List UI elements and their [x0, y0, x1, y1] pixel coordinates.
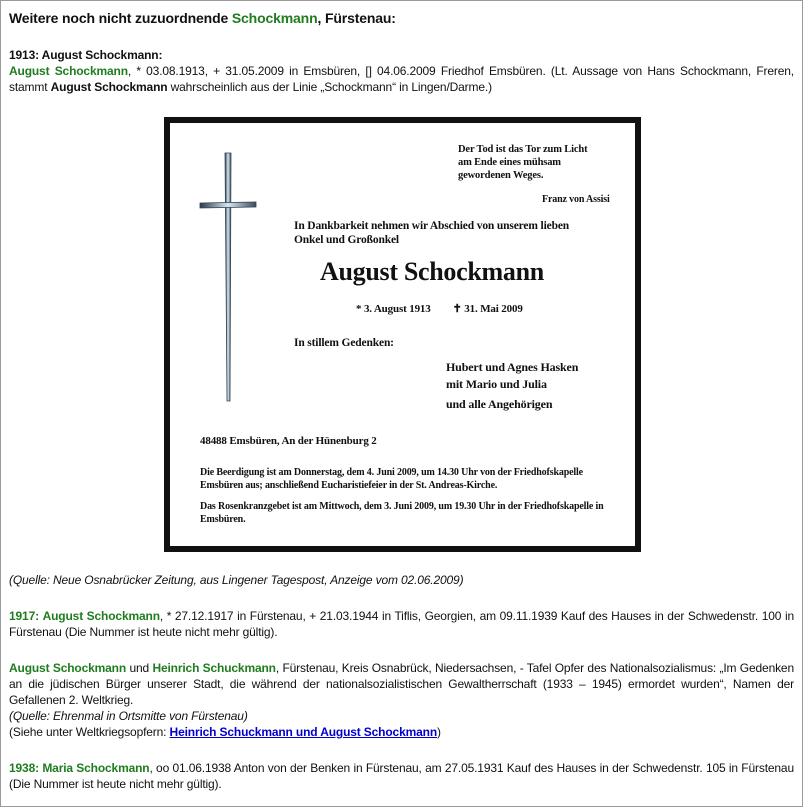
- entry-1913-text: August Schockmann, * 03.08.1913, + 31.05.2009 in Emsbüren, [] 04.06.2009 Friedhof Emsbüren. (Lt. Aussage von Hans Schockmann, Freren, stammt August Schockmann wahrscheinlich aus der Linie „Schockmann“ in Lingen/Darme.): [9, 64, 794, 94]
- heading-prefix: Weitere noch nicht zuzuordnende: [9, 10, 232, 26]
- cross-icon: [198, 151, 258, 403]
- memorial-text: August Schockmann und Heinrich Schuckmann, Fürstenau, Kreis Osnabrück, Niedersachsen, - Tafel Opfer des Nationalsozialismus: „Im Gedenken an die jüdischen Bürger unserer Stadt, die während der nationalsozialistischen Gewaltherrschaft (1933 – 1945) ermordet wurden“, Namen der Gefallenen 2. Weltkrieg.: [9, 661, 794, 707]
- notice-rosary: Das Rosenkranzgebet ist am Mittwoch, dem 3. Juni 2009, um 19.30 Uhr in der Friedhofskapelle in Emsbüren.: [200, 501, 604, 525]
- notice-deceased-name: August Schockmann: [320, 257, 544, 286]
- notice-thanks: In Dankbarkeit nehmen wir Abschied von unserem lieben Onkel und Großonkel: [294, 220, 570, 246]
- entry-1913-name: August Schockmann: [9, 64, 128, 78]
- entry-1917-name: August Schockmann: [42, 609, 160, 623]
- notice-address: 48488 Emsbüren, An der Hünenburg 2: [200, 435, 377, 447]
- notice-memory: In stillem Gedenken:: [294, 337, 394, 349]
- memorial-see-also: (Siehe unter Weltkriegsopfern: Heinrich Schuckmann und August Schockmann): [9, 725, 441, 739]
- notice-funeral: Die Beerdigung ist am Donnerstag, dem 4. Juni 2009, um 14.30 Uhr von der Friedhofskapelle Emsbüren aus; anschließend Eucharistiefeier in der St. Andreas-Kirche.: [200, 467, 583, 491]
- source-newspaper: (Quelle: Neue Osnabrücker Zeitung, aus Lingener Tagespost, Anzeige vom 02.06.2009): [9, 573, 464, 587]
- heading-suffix: , Fürstenau:: [317, 10, 396, 26]
- entry-1913-title: 1913: August Schockmann:: [9, 48, 163, 62]
- entry-1938-text: 1938: Maria Schockmann, oo 01.06.1938 Anton von der Benken in Fürstenau, am 27.05.1931 Kauf des Hauses in der Schwedenstr. 105 in Fürstenau (Die Nummer ist heute nicht mehr gültig).: [9, 761, 794, 791]
- entry-1913-name2: August Schockmann: [50, 80, 168, 94]
- obituary-notice: [164, 117, 641, 552]
- memorial-source: (Quelle: Ehrenmal in Ortsmitte von Fürstenau): [9, 709, 248, 723]
- notice-dates: * 3. August 1913 ✝ 31. Mai 2009: [356, 303, 523, 315]
- heading-name: Schockmann: [231, 10, 318, 26]
- entry-1938-name: Maria Schockmann: [42, 761, 150, 775]
- entry-1917-text: 1917: August Schockmann, * 27.12.1917 in Fürstenau, + 21.03.1944 in Tiflis, Georgien, am 09.11.1939 Kauf des Hauses in der Schwedenstr. 100 in Fürstenau (Die Nummer ist heute nicht mehr gültig).: [9, 609, 794, 639]
- notice-quote: Der Tod ist das Tor zum Licht am Ende eines mühsam gewordenen Weges.: [458, 144, 588, 181]
- notice-quote-author: Franz von Assisi: [542, 194, 610, 205]
- page-heading: [9, 9, 396, 27]
- notice-family: Hubert und Agnes Hasken mit Mario und Julia und alle Angehörigen: [446, 360, 579, 411]
- weltkriegsopfer-link[interactable]: Heinrich Schuckmann und August Schockmann: [169, 725, 437, 739]
